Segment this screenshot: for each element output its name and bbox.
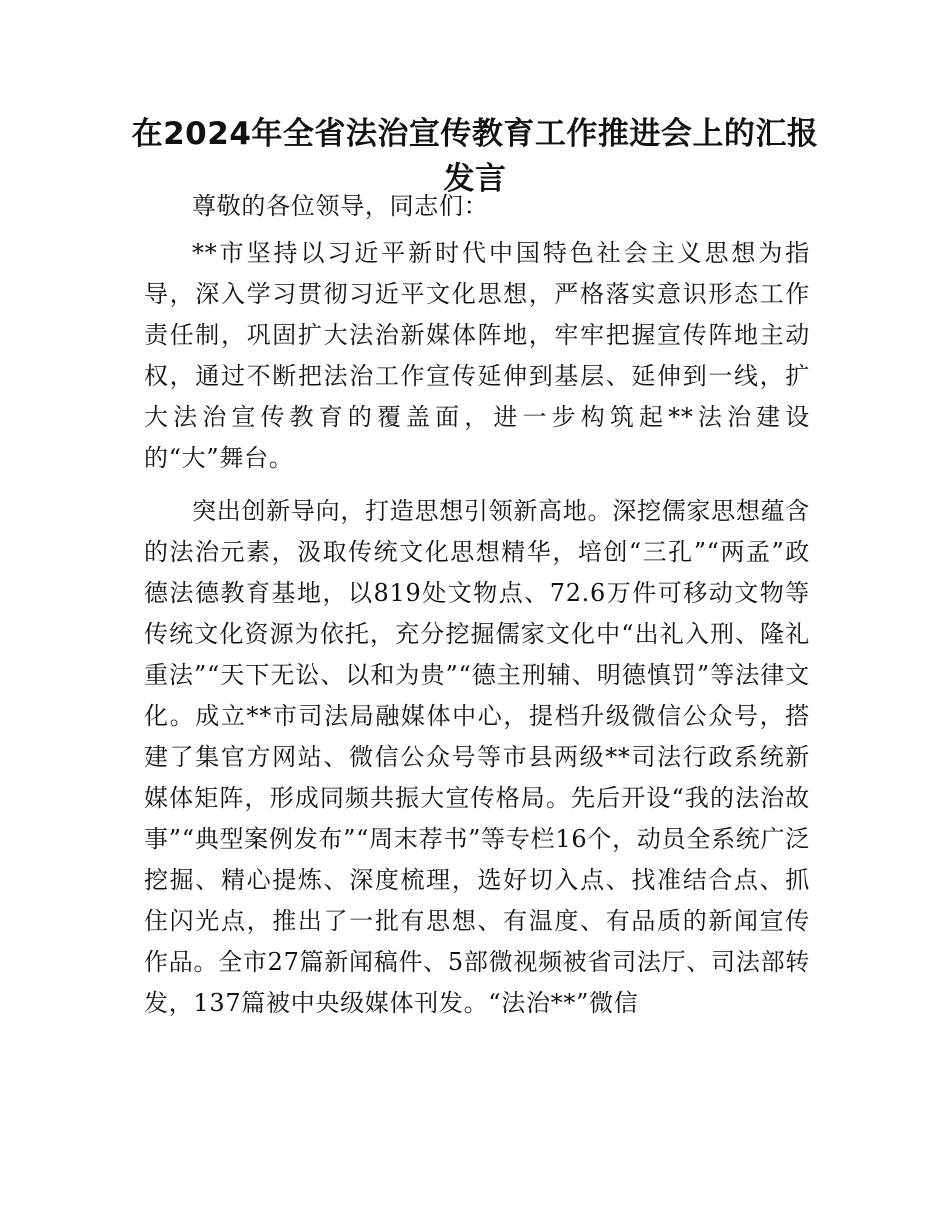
document-title: 在2024年全省法治宣传教育工作推进会上的汇报发言	[131, 116, 819, 197]
paragraph: 突出创新导向，打造思想引领新高地。深挖儒家思想蕴含的法治元素，汲取传统文化思想精华，培创“三孔”“两孟”政德法德教育基地，以819处文物点、72.6万件可移动文物等传统文化资源为依托，充分挖掘儒家文化中“出礼入刑、隆礼重法”“天下无讼、以和为贵”“德主刑辅、明德慎罚”等法律文化。成立**市司法局融媒体中心，提档升级微信公众号，搭建了集官方网站、微信公众号等市县两级**司法行政系统新媒体矩阵，形成同频共振大宣传格局。先后开设“我的法治故事”“典型案例发布”“周末荐书”等专栏16个，动员全系统广泛挖掘、精心提炼、深度梳理，选好切入点、找准结合点、抓住闪光点，推出了一批有思想、有温度、有品质的新闻宣传作品。全市27篇新闻稿件、5部微视频被省司法厅、司法部转发，137篇被中央级媒体刊发。“法治**”微信	[144, 497, 810, 1017]
paragraph: **市坚持以习近平新时代中国特色社会主义思想为指导，深入学习贯彻习近平文化思想，严格落实意识形态工作责任制，巩固扩大法治新媒体阵地，牢牢把握宣传阵地主动权，通过不断把法治工作宣传延伸到基层、延伸到一线，扩大法治宣传教育的覆盖面，进一步构筑起**法治建设的“大”舞台。	[144, 239, 810, 472]
greeting: 尊敬的各位领导，同志们：	[192, 192, 489, 220]
document-body	[144, 186, 810, 1024]
